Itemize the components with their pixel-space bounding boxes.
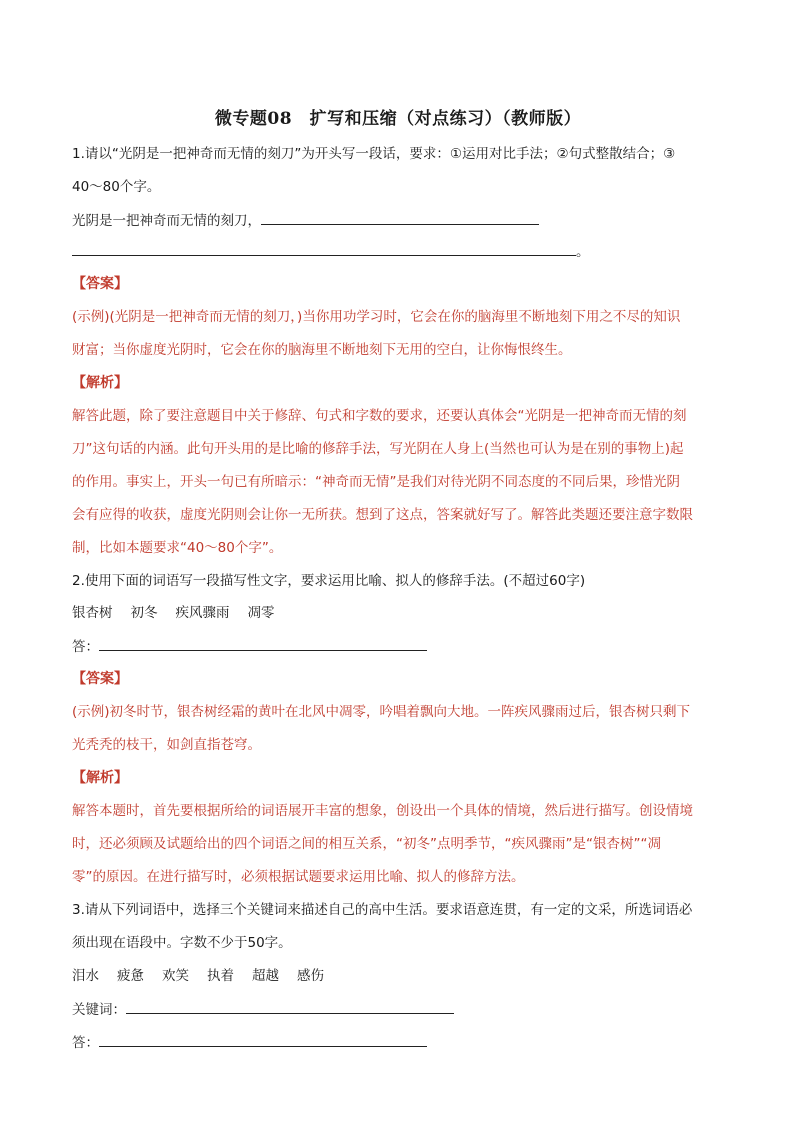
q3-answer-row — [72, 1032, 427, 1053]
q3-keyword-blank[interactable] — [126, 999, 454, 1014]
q2-word: 凋零 — [247, 605, 275, 621]
q1-answer-line2: 财富；当你虚度光阴时，它会在你的脑海里不断地刻下无用的空白，让你悔恨终生。 — [72, 342, 572, 358]
q1-analysis-line1: 解答此题，除了要注意题目中关于修辞、句式和字数的要求，还要认真体会“光阴是一把神奇而无情的刻 — [72, 408, 687, 424]
q1-analysis-line5: 制，比如本题要求“40～80个字”。 — [72, 540, 283, 556]
q2-answer-row — [72, 636, 427, 657]
q2-answer-blank[interactable] — [99, 636, 427, 651]
q1-analysis-line3: 的作用。事实上，开头一句已有所暗示：“神奇而无情”是我们对待光阴不同态度的不同后果，珍惜光阴 — [72, 474, 680, 490]
q1-analysis-tag: 【解析】 — [72, 375, 128, 391]
q2-word: 疾风骤雨 — [175, 605, 230, 621]
q1-stem-line2: 40～80个字。 — [72, 179, 161, 195]
q3-answer-label: 答： — [72, 1035, 99, 1051]
q2-answer-tag: 【答案】 — [72, 671, 128, 687]
q3-word: 执着 — [207, 968, 234, 984]
q1-answer-blank-2[interactable] — [72, 241, 576, 256]
q2-analysis-tag: 【解析】 — [72, 770, 128, 786]
q1-prompt-row — [72, 210, 539, 231]
q1-answer-tag: 【答案】 — [72, 276, 128, 292]
q1-prompt-text: 光阴是一把神奇而无情的刻刀， — [72, 213, 261, 229]
q3-stem-line1: 3.请从下列词语中，选择三个关键词来描述自己的高中生活。要求语意连贯，有一定的文采，所选词语必 — [72, 902, 693, 918]
q3-answer-blank[interactable] — [99, 1032, 427, 1047]
q1-blank-end: 。 — [576, 244, 590, 260]
q2-answer-label: 答： — [72, 639, 99, 655]
q1-stem-line1: 1.请以“光阴是一把神奇而无情的刻刀”为开头写一段话，要求：①运用对比手法；②句式整散结合；③ — [72, 146, 676, 162]
q2-word: 初冬 — [130, 605, 158, 621]
q1-analysis-line4: 会有应得的收获，虚度光阴则会让你一无所获。想到了这点，答案就好写了。解答此类题还要注意字数限 — [72, 507, 693, 523]
q2-answer-line2: 光秃秃的枝干，如剑直指苍穹。 — [72, 737, 261, 753]
q3-keyword-row — [72, 999, 454, 1020]
q2-word-list — [72, 603, 275, 623]
q3-stem-line2: 须出现在语段中。字数不少于50字。 — [72, 935, 292, 951]
q1-answer-blank-1[interactable] — [261, 210, 539, 225]
q2-analysis-line1: 解答本题时，首先要根据所给的词语展开丰富的想象，创设出一个具体的情境，然后进行描写。创设情境 — [72, 803, 693, 819]
q2-stem-line1: 2.使用下面的词语写一段描写性文字，要求运用比喻、拟人的修辞手法。(不超过60字) — [72, 573, 586, 589]
q3-word: 感伤 — [297, 968, 324, 984]
q3-keyword-label: 关键词： — [72, 1002, 126, 1018]
q3-word: 超越 — [252, 968, 279, 984]
q2-analysis-line3: 零”的原因。在进行描写时，必须根据试题要求运用比喻、拟人的修辞方法。 — [72, 869, 525, 885]
q2-word: 银杏树 — [72, 605, 113, 621]
q3-word: 泪水 — [72, 968, 99, 984]
q1-answer-line1: (示例)(光阴是一把神奇而无情的刻刀，)当你用功学习时，它会在你的脑海里不断地刻下用之不尽的知识 — [72, 309, 681, 325]
q2-analysis-line2: 时，还必须顾及试题给出的四个词语之间的相互关系，“初冬”点明季节，“疾风骤雨”是“银杏树”“凋 — [72, 836, 661, 852]
q1-blank-row-2 — [72, 241, 590, 262]
q3-word: 欢笑 — [162, 968, 189, 984]
q3-word: 疲惫 — [117, 968, 144, 984]
q2-answer-line1: (示例)初冬时节，银杏树经霜的黄叶在北风中凋零，吟唱着飘向大地。一阵疾风骤雨过后，银杏树只剩下 — [72, 704, 691, 720]
page-title: 微专题08 扩写和压缩（对点练习）（教师版） — [214, 109, 582, 129]
q1-analysis-line2: 刀”这句话的内涵。此句开头用的是比喻的修辞手法，写光阴在人身上(当然也可认为是在别的事物上)起 — [72, 441, 684, 457]
q3-word-list — [72, 966, 324, 986]
